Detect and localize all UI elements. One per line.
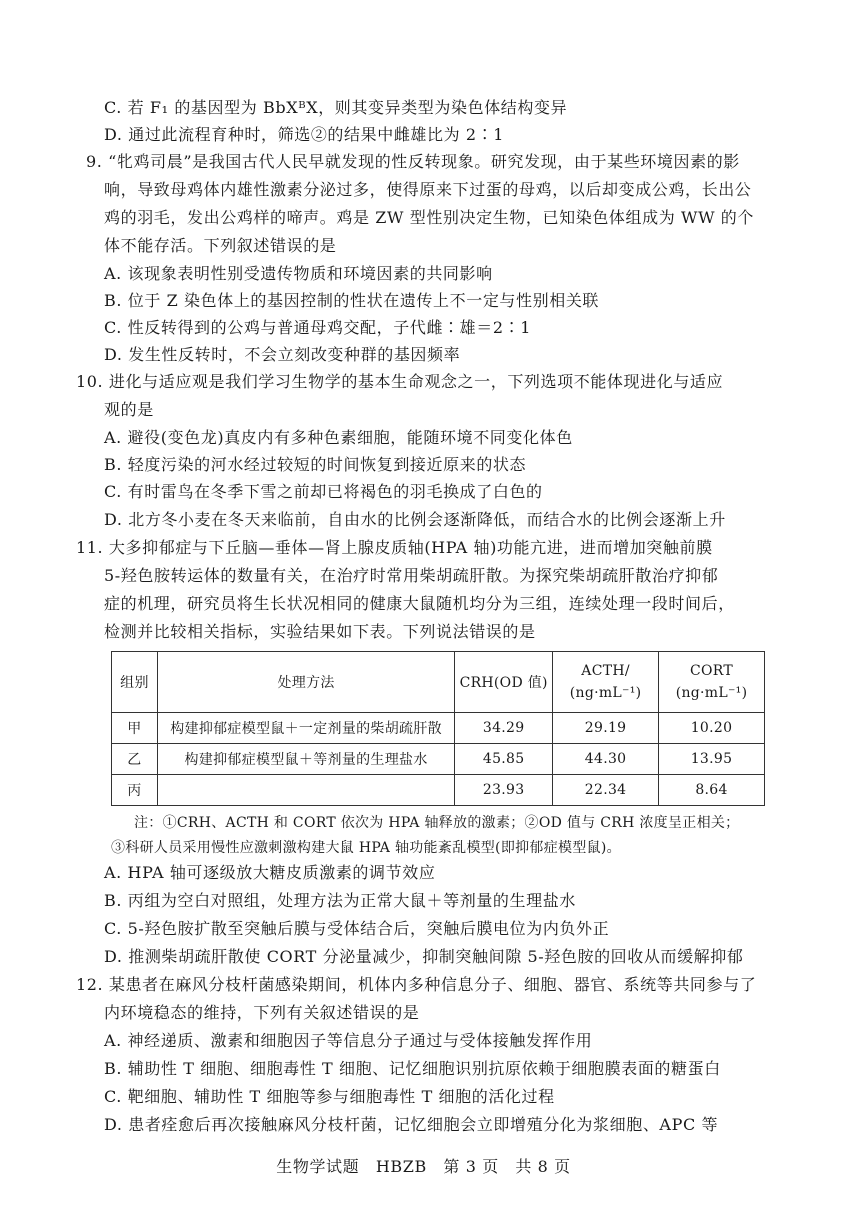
q9-stem-line-3: 鸡的羽毛，发出公鸡样的啼声。鸡是 ZW 型性别决定生物，已知染色体组成为 WW 的个 [104,208,754,227]
cell-crh: 23.93 [455,775,553,806]
cort-unit: (ng·mL⁻¹) [675,685,748,701]
table-row [112,713,765,744]
table-note-line-2: ③科研人员采用慢性应激刺激构建大鼠 HPA 轴功能紊乱模型(即抑郁症模型鼠)。 [111,840,621,856]
q12-option-a: A. 神经递质、激素和细胞因子等信息分子通过与受体接触发挥作用 [104,1031,593,1050]
table-row [112,775,765,806]
cell-method: 构建抑郁症模型鼠＋等剂量的生理盐水 [157,744,454,775]
q10-option-a: A. 避役(变色龙)真皮内有多种色素细胞，能随环境不同变化体色 [104,428,573,447]
page-footer: 生物学试题 HBZB 第 3 页 共 8 页 [276,1157,571,1176]
q11-stem-line-3: 症的机理，研究员将生长状况相同的健康大鼠随机均分为三组，连续处理一段时间后， [104,594,735,613]
table-note-line-1: 注：①CRH、ACTH 和 CORT 依次为 HPA 轴释放的激素；②OD 值与 CRH 浓度呈正相关； [134,815,740,831]
col-crh-header: CRH(OD 值) [455,652,553,713]
results-table [111,651,765,806]
col-method-header: 处理方法 [157,652,454,713]
cell-method [157,775,454,806]
q12-option-c: C. 靶细胞、辅助性 T 细胞等参与细胞毒性 T 细胞的活化过程 [104,1087,555,1106]
cell-group: 丙 [112,775,158,806]
q8-option-d: D. 通过此流程育种时，筛选②的结果中雌雄比为 2∶1 [104,125,505,144]
q12-option-b: B. 辅助性 T 细胞、细胞毒性 T 细胞、记忆细胞识别抗原依赖于细胞膜表面的糖蛋白 [104,1059,721,1078]
q10-stem-line-1: 10. 进化与适应观是我们学习生物学的基本生命观念之一，下列选项不能体现进化与适应 [76,372,724,391]
q11-stem-line-2: 5-羟色胺转运体的数量有关，在治疗时常用柴胡疏肝散。为探究柴胡疏肝散治疗抑郁 [104,566,719,585]
q9-option-a: A. 该现象表明性别受遗传物质和环境因素的共同影响 [104,264,493,283]
q11-stem-line-1: 11. 大多抑郁症与下丘脑—垂体—肾上腺皮质轴(HPA 轴)功能亢进，进而增加突触前膜 [76,538,713,557]
q9-stem-line-2: 响，导致母鸡体内雄性激素分泌过多，使得原来下过蛋的母鸡，以后却变成公鸡，长出公 [104,180,752,199]
cell-crh: 45.85 [455,744,553,775]
q9-stem-line-4: 体不能存活。下列叙述错误的是 [104,236,337,255]
acth-unit: (ng·mL⁻¹) [569,685,642,701]
table-row [112,744,765,775]
q12-option-d: D. 患者痊愈后再次接触麻风分枝杆菌，记忆细胞会立即增殖分化为浆细胞、APC 等 [104,1115,719,1134]
q11-option-b: B. 丙组为空白对照组，处理方法为正常大鼠＋等剂量的生理盐水 [104,891,576,910]
q10-option-d: D. 北方冬小麦在冬天来临前，自由水的比例会逐渐降低，而结合水的比例会逐渐上升 [104,510,726,529]
cort-name: CORT [690,663,734,679]
q8-option-c: C. 若 F₁ 的基因型为 BbXᴮX，则其变异类型为染色体结构变异 [104,98,568,117]
q12-stem-line-2: 内环境稳态的维持，下列有关叙述错误的是 [104,1003,420,1022]
cell-cort: 10.20 [659,713,765,744]
cell-cort: 13.95 [659,744,765,775]
q11-option-c: C. 5-羟色胺扩散至突触后膜与受体结合后，突触后膜电位为内负外正 [104,919,610,938]
col-group-header: 组别 [112,652,158,713]
col-acth-header [553,652,659,713]
col-cort-header [659,652,765,713]
q11-option-a: A. HPA 轴可逐级放大糖皮质激素的调节效应 [104,863,436,882]
q9-stem-line-1: 9. “牝鸡司晨”是我国古代人民早就发现的性反转现象。研究发现，由于某些环境因素的影 [86,152,740,171]
q10-stem-line-2: 观的是 [104,400,154,419]
q11-stem-line-4: 检测并比较相关指标，实验结果如下表。下列说法错误的是 [104,622,536,641]
cell-acth: 29.19 [553,713,659,744]
cell-acth: 44.30 [553,744,659,775]
q10-option-b: B. 轻度污染的河水经过较短的时间恢复到接近原来的状态 [104,455,527,474]
acth-name: ACTH/ [581,663,630,679]
q10-option-c: C. 有时雷鸟在冬季下雪之前却已将褐色的羽毛换成了白色的 [104,482,543,501]
cell-crh: 34.29 [455,713,553,744]
cell-acth: 22.34 [553,775,659,806]
q9-option-d: D. 发生性反转时，不会立刻改变种群的基因频率 [104,345,461,364]
q9-option-b: B. 位于 Z 染色体上的基因控制的性状在遗传上不一定与性别相关联 [104,291,600,310]
q9-option-c: C. 性反转得到的公鸡与普通母鸡交配，子代雌∶雄＝2∶1 [104,318,532,337]
cell-method: 构建抑郁症模型鼠＋一定剂量的柴胡疏肝散 [157,713,454,744]
cell-group: 甲 [112,713,158,744]
cell-group: 乙 [112,744,158,775]
q11-option-d: D. 推测柴胡疏肝散使 CORT 分泌量减少，抑制突触间隙 5-羟色胺的回收从而缓解抑郁 [104,947,744,966]
cell-cort: 8.64 [659,775,765,806]
q12-stem-line-1: 12. 某患者在麻风分枝杆菌感染期间，机体内多种信息分子、细胞、器官、系统等共同参与了 [76,975,757,994]
